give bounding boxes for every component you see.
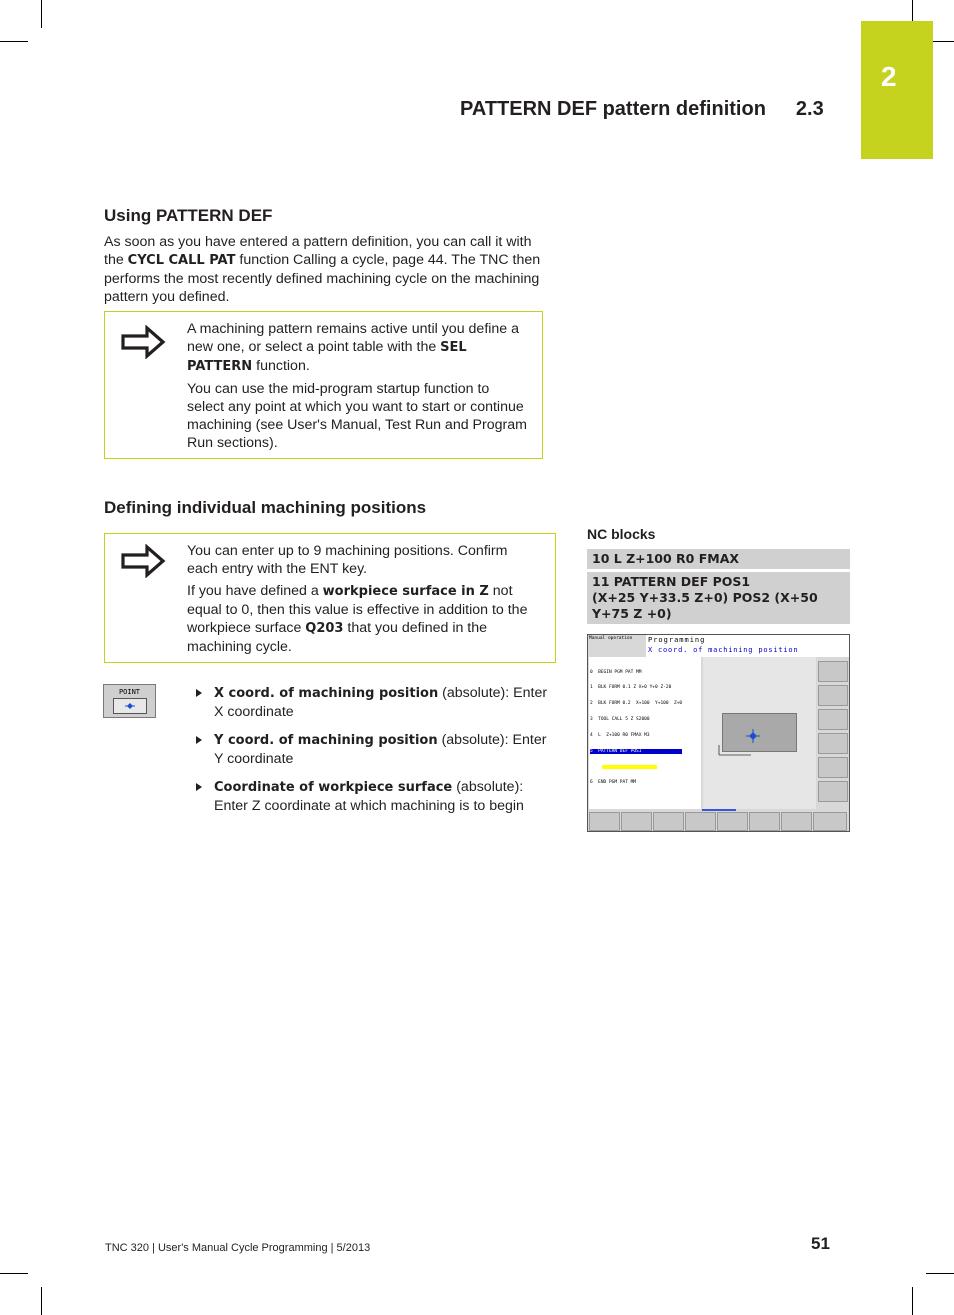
crop-mark [41, 0, 42, 28]
program-listing [590, 659, 682, 795]
crosshair-icon [745, 728, 761, 744]
page-footer: TNC 320 | User's Manual Cycle Programming | 5/2013 [105, 1242, 371, 1254]
arrow-right-icon [121, 325, 167, 359]
horizontal-softkey[interactable] [813, 812, 847, 831]
horizontal-softkey[interactable] [749, 812, 780, 831]
note-text-end: function. [252, 358, 310, 374]
horizontal-softkey[interactable] [717, 812, 748, 831]
note-paragraph: You can use the mid-program startup function to select any point at which you want to start or continue machining (see User's Manual, Test Run and Program Run sections). [187, 381, 527, 451]
step-bold: X coord. of machining position [214, 686, 439, 701]
vertical-softkey[interactable] [818, 685, 848, 706]
vertical-softkey[interactable] [818, 757, 848, 778]
vertical-softkey-bar [817, 657, 849, 809]
crop-mark [0, 1273, 28, 1274]
note-border-right [542, 312, 543, 458]
triangle-bullet-icon [196, 783, 202, 791]
crop-mark [912, 0, 913, 22]
triangle-bullet-icon [196, 736, 202, 744]
step-bold: Coordinate of workpiece surface [214, 780, 453, 795]
chapter-tab [861, 21, 933, 159]
note-code: Q203 [305, 621, 344, 636]
axis-indicator-icon [715, 743, 755, 759]
intro-code: CYCL CALL PAT [127, 253, 236, 268]
step-bold: Y coord. of machining position [214, 733, 438, 748]
intro-paragraph [104, 233, 546, 306]
vertical-softkey[interactable] [818, 709, 848, 730]
crop-mark [912, 1287, 913, 1315]
step-list [196, 684, 556, 825]
point-softkey-label: POINT [118, 688, 141, 696]
step-text: (absolute): Enter X coordinate [214, 685, 548, 720]
graphics-window [703, 657, 816, 809]
nc-block-line: (X+25 Y+33.5 Z+0) POS2 (X+50 Y+75 Z +0) [592, 590, 818, 621]
step-item [196, 684, 556, 721]
screen-mode-label: Manual operation [589, 636, 633, 641]
triangle-bullet-icon [196, 689, 202, 697]
crop-mark [926, 1273, 954, 1274]
note-code: workpiece surface in Z [322, 584, 489, 599]
vertical-softkey[interactable] [818, 781, 848, 802]
screen-title: Programming [648, 636, 706, 644]
note-text-2 [187, 542, 532, 660]
step-text: (absolute): Enter Y coordinate [214, 732, 547, 767]
step-item [196, 778, 556, 815]
note-text-end: that you defined in the machining cycle. [187, 620, 488, 655]
section-heading-defining-positions: Defining individual machining positions [104, 498, 427, 517]
note-text: not equal to 0, then this value is effective in addition to the workpiece surface [187, 583, 528, 636]
note-text: If you have defined a [187, 583, 323, 599]
nc-block-row: 10 L Z+100 R0 FMAX [587, 549, 850, 569]
note-border-right [555, 534, 556, 662]
horizontal-softkey[interactable] [589, 812, 620, 831]
nc-block-row [587, 572, 850, 624]
vertical-softkey[interactable] [818, 661, 848, 682]
running-head [460, 98, 824, 121]
arrow-right-icon [121, 544, 167, 578]
program-line: 6 END PGM PAT MM [590, 779, 637, 785]
vertical-softkey[interactable] [818, 733, 848, 754]
note-code: SEL PATTERN [187, 340, 467, 374]
running-head-section: 2.3 [795, 98, 824, 120]
note-paragraph [187, 582, 532, 656]
program-window [589, 657, 701, 809]
intro-text: As soon as you have entered a pattern definition, you can call it with the [104, 234, 532, 268]
section-heading-using-pattern-def: Using PATTERN DEF [104, 206, 273, 225]
screen-header [646, 635, 849, 657]
note-text-1 [187, 320, 527, 456]
program-line: 3 TOOL CALL 5 Z S2000 [590, 717, 650, 723]
note-text: A machining pattern remains active until you define a new one, or select a point table with the [187, 321, 520, 355]
crop-mark [0, 41, 28, 42]
point-softkey-inner [113, 698, 147, 714]
note-border-left [104, 534, 105, 662]
horizontal-softkey-bar [588, 811, 849, 831]
horizontal-softkey[interactable] [781, 812, 812, 831]
horizontal-softkey[interactable] [653, 812, 684, 831]
note-paragraph: You can enter up to 9 machining positions. Confirm each entry with the ENT key. [187, 543, 508, 577]
point-softkey[interactable] [103, 684, 156, 718]
running-head-title: PATTERN DEF pattern definition [460, 98, 766, 120]
program-line: 4 L Z+100 R0 FMAX M3 [590, 733, 650, 739]
tnc-screen-image [587, 634, 850, 832]
step-text: (absolute): Enter Z coordinate at which machining is to begin [214, 779, 524, 814]
horizontal-softkey[interactable] [621, 812, 652, 831]
step-item [196, 731, 556, 768]
note-paragraph [187, 320, 527, 376]
nc-block-line: 11 PATTERN DEF POS1 [592, 574, 751, 589]
program-line: 2 BLK FORM 0.2 X+100 Y+100 Z+0 [590, 701, 683, 707]
input-highlight [602, 765, 657, 769]
program-line: 1 BLK FORM 0.1 Z X+0 Y+0 Z-20 [590, 685, 672, 691]
nc-blocks-heading: NC blocks [587, 526, 656, 542]
crop-mark [41, 1287, 42, 1315]
note-border-left [104, 312, 105, 458]
program-line-selected: 5 PATTERN DEF POS1 [590, 749, 682, 754]
intro-text-end: function Calling a cycle, page 44. The TNC then performs the most recently defined machining cycle on the machining pattern you defined. [104, 252, 541, 305]
crosshair-icon [114, 699, 146, 713]
chapter-number: 2 [881, 61, 897, 92]
screen-prompt: X coord. of machining position [648, 646, 799, 654]
program-line: 0 BEGIN PGM PAT MM [590, 669, 642, 675]
page-number: 51 [811, 1234, 830, 1253]
horizontal-softkey[interactable] [685, 812, 716, 831]
